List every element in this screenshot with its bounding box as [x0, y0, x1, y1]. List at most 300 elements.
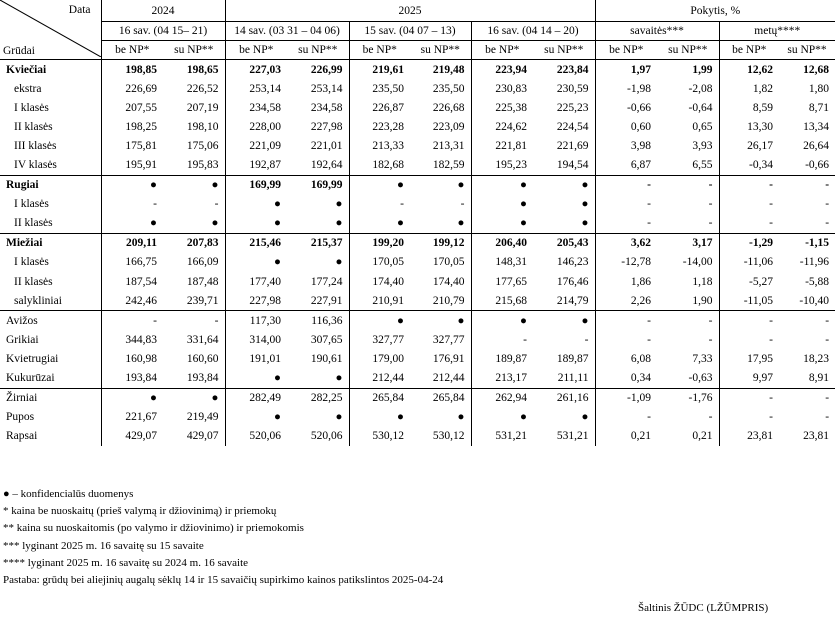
week-16-2024-header: 16 sav. (04 15– 21): [101, 22, 225, 41]
table-cell: -0,34: [719, 155, 779, 175]
row-label: Pupos: [0, 408, 101, 427]
row-label: I klasės: [0, 195, 101, 214]
table-cell: 170,05: [432, 256, 465, 269]
table-cell: 195,23: [471, 155, 533, 175]
table-cell: 213,31: [432, 139, 465, 152]
table-cell: -: [214, 198, 219, 211]
table-cell: 23,81: [719, 427, 779, 446]
table-cell: 205,43: [533, 233, 595, 253]
table-cell: -: [471, 330, 533, 349]
table-cell: -: [719, 330, 779, 349]
table-cell: 187,54: [125, 275, 157, 288]
table-cell: ●: [335, 217, 343, 230]
table-cell: 221,01: [310, 139, 343, 152]
table-cell: 8,59: [719, 98, 779, 117]
table-row: [0, 311, 835, 331]
table-cell: 226,69: [125, 82, 157, 95]
table-cell: 207,55: [125, 101, 157, 114]
table-cell: -: [708, 411, 713, 424]
table-cell: 219,48: [410, 60, 471, 80]
year-2024-header: 2024: [101, 0, 225, 22]
table-cell: 230,83: [471, 79, 533, 98]
table-row: [0, 155, 835, 175]
table-cell: 226,52: [186, 82, 219, 95]
table-cell: 223,84: [533, 60, 595, 80]
table-cell: 219,49: [186, 411, 219, 424]
table-cell: 193,84: [186, 372, 219, 385]
table-cell: -0,63: [688, 372, 713, 385]
table-cell: 215,46: [225, 233, 287, 253]
table-cell: 169,99: [225, 175, 287, 195]
table-cell: 146,23: [556, 256, 589, 269]
table-row: [0, 136, 835, 155]
be-np-header: be NP*: [225, 41, 287, 60]
footnote: *** lyginant 2025 m. 16 savaitę su 15 savaite: [3, 539, 204, 552]
table-cell: -11,06: [719, 253, 779, 272]
table-cell: 221,81: [471, 136, 533, 155]
table-cell: -: [779, 175, 835, 195]
table-cell: ●: [101, 175, 163, 195]
table-cell: -: [460, 198, 465, 211]
table-cell: -14,00: [682, 256, 713, 269]
table-cell: 3,93: [692, 139, 713, 152]
table-cell: 182,59: [432, 159, 465, 172]
table-cell: 221,09: [225, 136, 287, 155]
table-cell: 235,50: [349, 79, 410, 98]
table-cell: 174,40: [349, 272, 410, 291]
row-label: Rapsai: [0, 427, 101, 446]
table-row: [0, 117, 835, 136]
table-cell: ●: [163, 175, 225, 195]
table-cell: 1,86: [595, 272, 657, 291]
table-cell: 160,60: [186, 352, 219, 365]
table-cell: 148,31: [471, 253, 533, 272]
table-cell: 117,30: [225, 311, 287, 331]
row-label: Kviečiai: [0, 60, 101, 80]
table-cell: 265,84: [349, 388, 410, 408]
table-cell: -1,09: [595, 388, 657, 408]
table-cell: ●: [581, 217, 589, 230]
table-cell: 26,17: [719, 136, 779, 155]
table-cell: 0,34: [595, 369, 657, 389]
table-cell: 226,68: [432, 101, 465, 114]
year-change-header: metų****: [719, 22, 835, 41]
table-cell: -1,15: [779, 233, 835, 253]
table-row: [0, 98, 835, 117]
table-cell: 189,87: [471, 349, 533, 368]
table-cell: ●: [163, 388, 225, 408]
table-cell: 212,44: [349, 369, 410, 389]
footnote: ● – konfidencialūs duomenys: [3, 488, 134, 500]
table-cell: -: [779, 388, 835, 408]
table-cell: 176,91: [432, 352, 465, 365]
corner-data-label: Data: [68, 4, 91, 16]
su-np-header: su NP**: [163, 41, 225, 60]
week-15-header: 15 sav. (04 07 – 13): [349, 22, 471, 41]
be-np-header: be NP*: [471, 41, 533, 60]
table-cell: 314,00: [225, 330, 287, 349]
table-cell: ●: [457, 217, 465, 230]
table-cell: 223,94: [471, 60, 533, 80]
table-cell: 253,14: [225, 79, 287, 98]
table-cell: 239,71: [186, 294, 219, 307]
table-cell: 13,34: [803, 120, 830, 133]
table-cell: 176,46: [556, 275, 589, 288]
table-cell: -: [708, 217, 713, 230]
footnote-note: Pastaba: grūdų bei aliejinių augalų sėklų 14 ir 15 savaičių supirkimo kainos patikslintos 2025-04-24: [3, 574, 444, 587]
row-label: Kvietrugiai: [0, 349, 101, 368]
table-cell: 253,14: [310, 82, 343, 95]
table-cell: 530,12: [432, 430, 465, 443]
table-cell: ●: [335, 256, 343, 269]
su-np-header: su NP**: [287, 41, 349, 60]
table-cell: -: [595, 330, 657, 349]
row-label: Kukurūzai: [0, 369, 101, 389]
table-cell: 13,30: [719, 117, 779, 136]
table-cell: ●: [349, 408, 410, 427]
footnotes: [3, 486, 443, 589]
table-cell: 214,79: [556, 294, 589, 307]
table-cell: 170,05: [349, 253, 410, 272]
footnote: ** kaina su nuoskaitomis (po valymo ir džiovinimo) ir priemokomis: [3, 522, 304, 535]
table-cell: 23,81: [803, 430, 830, 443]
table-cell: 223,28: [349, 117, 410, 136]
table-cell: -: [719, 195, 779, 214]
table-cell: 195,91: [125, 159, 157, 172]
table-cell: -: [657, 175, 719, 195]
table-cell: -: [101, 311, 163, 331]
table-cell: -1,98: [595, 79, 657, 98]
table-cell: ●: [533, 311, 595, 331]
table-cell: -11,05: [719, 291, 779, 311]
table-row: [0, 408, 835, 427]
table-cell: 3,17: [657, 233, 719, 253]
row-label: Avižos: [0, 311, 101, 331]
table-cell: -1,76: [657, 388, 719, 408]
table-cell: 209,11: [101, 233, 163, 253]
table-cell: 175,81: [125, 139, 157, 152]
table-row: [0, 214, 835, 234]
table-cell: -: [584, 333, 589, 346]
table-row: [0, 369, 835, 389]
table-cell: 6,08: [595, 349, 657, 368]
be-np-header: be NP*: [101, 41, 163, 60]
table-cell: 227,98: [225, 291, 287, 311]
table-row: [0, 388, 835, 408]
su-np-header: su NP**: [533, 41, 595, 60]
table-cell: 207,83: [163, 233, 225, 253]
table-cell: 210,79: [432, 294, 465, 307]
table-cell: -: [779, 311, 835, 331]
footnote: **** lyginant 2025 m. 16 savaitę su 2024 m. 16 savaite: [3, 556, 249, 569]
table-cell: -: [595, 408, 657, 427]
row-label: IV klasės: [0, 155, 101, 175]
table-cell: 0,65: [692, 120, 713, 133]
table-cell: 206,40: [471, 233, 533, 253]
table-cell: -: [595, 195, 657, 214]
table-cell: 8,91: [808, 372, 830, 385]
table-cell: 531,21: [471, 427, 533, 446]
table-row: [0, 60, 835, 80]
row-label: ekstra: [0, 79, 101, 98]
table-cell: -0,66: [595, 98, 657, 117]
row-label: salykliniai: [0, 291, 101, 311]
table-cell: 198,25: [125, 120, 157, 133]
table-cell: -: [595, 311, 657, 331]
table-cell: 193,84: [125, 372, 157, 385]
table-cell: 262,94: [471, 388, 533, 408]
table-cell: ●: [471, 195, 533, 214]
table-row: [0, 233, 835, 253]
table-cell: 1,82: [719, 79, 779, 98]
table-cell: 187,48: [186, 275, 219, 288]
table-cell: -0,64: [688, 101, 713, 114]
table-cell: ●: [225, 253, 287, 272]
table-cell: 6,55: [692, 159, 713, 172]
table-cell: 520,06: [225, 427, 287, 446]
table-cell: ●: [225, 214, 287, 234]
table-cell: 224,62: [471, 117, 533, 136]
row-label: Žirniai: [0, 388, 101, 408]
row-label: Miežiai: [0, 233, 101, 253]
table-cell: 429,07: [186, 430, 219, 443]
table-cell: 227,91: [310, 294, 343, 307]
row-label: Rugiai: [0, 175, 101, 195]
table-cell: 198,10: [186, 120, 219, 133]
table-cell: -10,40: [799, 294, 830, 307]
table-cell: 211,11: [557, 372, 589, 385]
table-cell: 221,67: [125, 411, 157, 424]
table-cell: 177,65: [471, 272, 533, 291]
table-cell: 226,99: [287, 60, 349, 80]
table-row: [0, 175, 835, 195]
table-cell: ●: [457, 411, 465, 424]
table-cell: ●: [211, 217, 219, 230]
table-cell: 195,83: [186, 159, 219, 172]
change-header: Pokytis, %: [595, 0, 835, 22]
table-cell: -11,96: [799, 256, 830, 269]
row-label: Grikiai: [0, 330, 101, 349]
table-cell: 174,40: [432, 275, 465, 288]
table-cell: -: [719, 214, 779, 234]
table-cell: 242,46: [125, 294, 157, 307]
table-row: [0, 349, 835, 368]
table-cell: -: [825, 411, 830, 424]
table-cell: 199,20: [349, 233, 410, 253]
table-cell: 3,98: [595, 136, 657, 155]
table-body: [0, 60, 835, 446]
table-cell: 1,80: [808, 82, 830, 95]
table-cell: ●: [349, 311, 410, 331]
table-cell: 531,21: [556, 430, 589, 443]
table-cell: 224,54: [556, 120, 589, 133]
table-cell: 166,75: [125, 256, 157, 269]
table-cell: 9,97: [719, 369, 779, 389]
table-cell: -12,78: [595, 253, 657, 272]
table-cell: 307,65: [310, 333, 343, 346]
table-cell: 234,58: [225, 98, 287, 117]
table-cell: ●: [335, 411, 343, 424]
table-cell: -: [595, 175, 657, 195]
table-cell: 116,36: [287, 311, 349, 331]
table-cell: 234,58: [310, 101, 343, 114]
table-cell: 179,00: [349, 349, 410, 368]
table-cell: -: [153, 198, 157, 211]
table-cell: 215,37: [287, 233, 349, 253]
table-cell: ●: [471, 214, 533, 234]
table-cell: -: [657, 311, 719, 331]
table-cell: 212,44: [432, 372, 465, 385]
table-cell: 282,25: [287, 388, 349, 408]
table-cell: -: [595, 214, 657, 234]
table-cell: 520,06: [310, 430, 343, 443]
source-label: Šaltinis ŽŪDC (LŽŪMPRIS): [638, 602, 769, 614]
table-cell: 282,49: [225, 388, 287, 408]
table-cell: ●: [581, 411, 589, 424]
row-label: III klasės: [0, 136, 101, 155]
table-cell: ●: [471, 175, 533, 195]
table-row: [0, 291, 835, 311]
subheader-row: [0, 41, 835, 60]
table-cell: 192,87: [225, 155, 287, 175]
table-row: [0, 272, 835, 291]
table-cell: 429,07: [125, 430, 157, 443]
table-cell: -5,88: [805, 275, 830, 288]
table-cell: ●: [335, 198, 343, 211]
table-cell: ●: [533, 175, 595, 195]
be-np-header: be NP*: [595, 41, 657, 60]
table-cell: 230,59: [556, 82, 589, 95]
table-cell: -: [349, 195, 410, 214]
be-np-header: be NP*: [349, 41, 410, 60]
table-cell: 213,33: [349, 136, 410, 155]
table-cell: 213,17: [471, 369, 533, 389]
table-cell: 189,87: [556, 352, 589, 365]
table-cell: 1,90: [692, 294, 713, 307]
table-row: [0, 330, 835, 349]
table-cell: 228,00: [225, 117, 287, 136]
table-cell: 198,65: [163, 60, 225, 80]
table-cell: 327,77: [432, 333, 465, 346]
table-cell: 226,87: [349, 98, 410, 117]
table-cell: 227,98: [310, 120, 343, 133]
table-cell: 344,83: [125, 333, 157, 346]
table-cell: ●: [335, 372, 343, 385]
table-cell: 198,85: [101, 60, 163, 80]
table-cell: 182,68: [349, 155, 410, 175]
table-cell: 12,62: [719, 60, 779, 80]
table-cell: ●: [410, 175, 471, 195]
table-cell: 0,21: [595, 427, 657, 446]
table-cell: 0,60: [595, 117, 657, 136]
table-cell: ●: [471, 311, 533, 331]
table-cell: -: [708, 198, 713, 211]
su-np-header: su NP**: [657, 41, 719, 60]
table-cell: 169,99: [287, 175, 349, 195]
table-cell: 18,23: [803, 352, 830, 365]
table-cell: 225,23: [556, 101, 589, 114]
table-cell: ●: [349, 214, 410, 234]
table-cell: -: [719, 388, 779, 408]
table-cell: 175,06: [186, 139, 219, 152]
table-cell: 7,33: [692, 352, 713, 365]
table-cell: -5,27: [719, 272, 779, 291]
table-cell: 1,99: [657, 60, 719, 80]
table-cell: 26,64: [803, 139, 830, 152]
footnote: * kaina be nuoskaitų (prieš valymą ir džiovinimą) ir priemokų: [3, 505, 277, 518]
table-cell: ●: [471, 408, 533, 427]
week-change-header: savaitės***: [595, 22, 719, 41]
table-row: [0, 253, 835, 272]
table-cell: 1,18: [692, 275, 713, 288]
table-cell: -: [825, 333, 830, 346]
table-cell: 177,40: [225, 272, 287, 291]
be-np-header: be NP*: [719, 41, 779, 60]
row-label: II klasės: [0, 117, 101, 136]
table-cell: 207,19: [186, 101, 219, 114]
row-label: II klasės: [0, 214, 101, 234]
table-cell: ●: [225, 369, 287, 389]
table-cell: 219,61: [349, 60, 410, 80]
table-cell: 0,21: [692, 430, 713, 443]
table-cell: ●: [225, 195, 287, 214]
corner-grudai-label: Grūdai: [3, 45, 35, 57]
table-cell: 177,24: [310, 275, 343, 288]
week-14-header: 14 sav. (03 31 – 04 06): [225, 22, 349, 41]
row-label: II klasės: [0, 272, 101, 291]
table-cell: 17,95: [719, 349, 779, 368]
table-cell: 210,91: [349, 291, 410, 311]
table-cell: 12,68: [779, 60, 835, 80]
table-cell: -: [825, 198, 830, 211]
su-np-header: su NP**: [410, 41, 471, 60]
table-cell: 261,16: [533, 388, 595, 408]
table-cell: -: [708, 333, 713, 346]
table-cell: -: [719, 175, 779, 195]
week-16-2025-header: 16 sav. (04 14 – 20): [471, 22, 595, 41]
year-2025-header: 2025: [225, 0, 595, 22]
su-np-header: su NP**: [779, 41, 835, 60]
table-cell: 235,50: [432, 82, 465, 95]
table-cell: 2,26: [595, 291, 657, 311]
table-cell: 191,01: [225, 349, 287, 368]
table-cell: -1,29: [719, 233, 779, 253]
row-label: I klasės: [0, 253, 101, 272]
table-cell: 223,09: [432, 120, 465, 133]
table-cell: 221,69: [556, 139, 589, 152]
table-cell: -: [163, 311, 225, 331]
corner-header: [0, 0, 101, 60]
table-cell: ●: [150, 217, 157, 230]
table-cell: 190,61: [310, 352, 343, 365]
table-cell: -0,66: [805, 159, 830, 172]
table-cell: ●: [101, 388, 163, 408]
table-cell: -2,08: [688, 82, 713, 95]
table-cell: 215,68: [471, 291, 533, 311]
table-row: [0, 195, 835, 214]
table-cell: ●: [225, 408, 287, 427]
table-cell: 530,12: [349, 427, 410, 446]
table-cell: 192,64: [310, 159, 343, 172]
table-cell: 6,87: [595, 155, 657, 175]
table-cell: ●: [349, 175, 410, 195]
table-cell: 166,09: [186, 256, 219, 269]
table-cell: 3,62: [595, 233, 657, 253]
table-cell: ●: [410, 311, 471, 331]
table-cell: 160,98: [125, 352, 157, 365]
table-cell: 199,12: [410, 233, 471, 253]
table-cell: 194,54: [556, 159, 589, 172]
